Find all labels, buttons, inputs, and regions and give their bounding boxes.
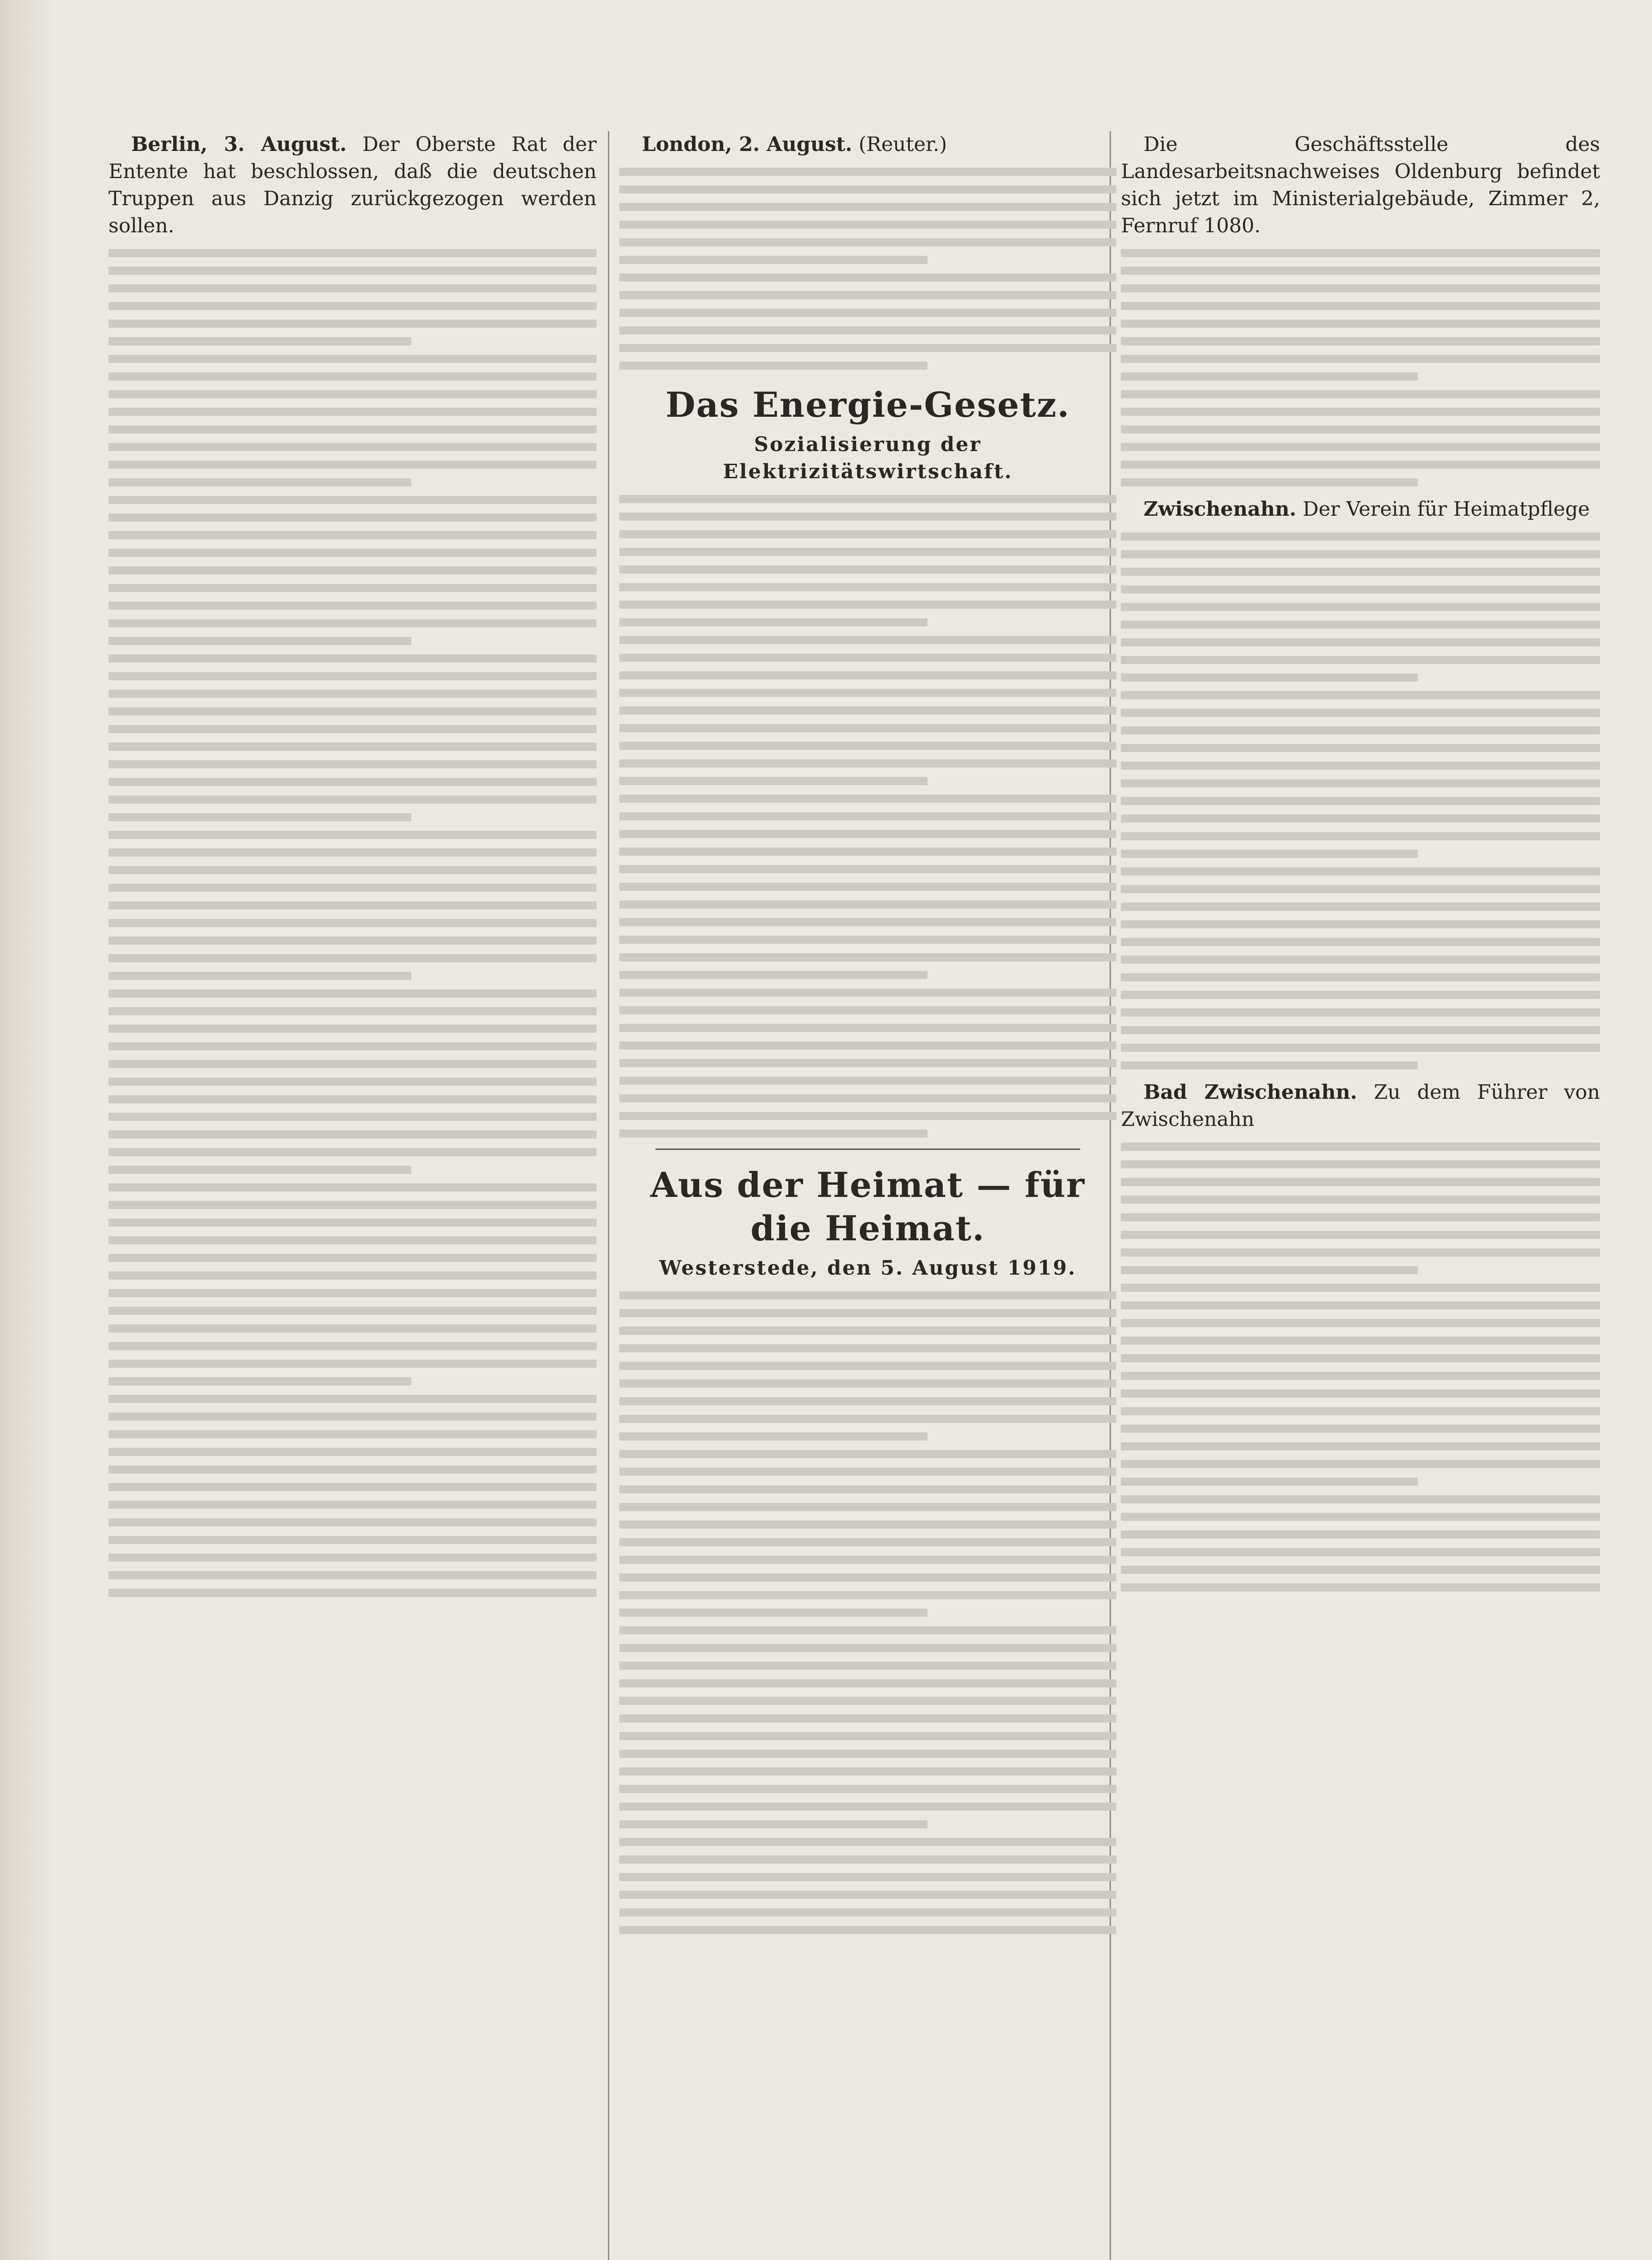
column-rule-left: [608, 131, 609, 2260]
unreadable-text-block: [1121, 1143, 1600, 1591]
article-paragraph: [1121, 1079, 1600, 1133]
article-text: Zu dem Führer von Zwischenahn: [1121, 1081, 1600, 1131]
article-dateline: Zwischenahn.: [1144, 498, 1297, 521]
column-middle: [619, 131, 1116, 2260]
local-news-heading: Aus der Heimat — für die Heimat.: [650, 1165, 1086, 1248]
article-text: Die Geschäftsstelle des Landesarbeitsnachweises Oldenburg befindet sich jetzt im Ministerialgebäude, Zimmer 2, Fernruf 1080.: [1121, 133, 1600, 237]
article-paragraph: [1121, 496, 1600, 523]
local-news-dateline: Westerstede, den 5. August 1919.: [659, 1257, 1077, 1280]
section-subheading: Sozialisierung der Elektrizitätswirtschaft.: [723, 433, 1013, 483]
column-right: [1121, 131, 1600, 2260]
article-paragraph: [108, 131, 597, 240]
article-text: Der Oberste Rat der Entente hat beschlossen, daß die deutschen Truppen aus Danzig zurückgezogen werden sollen.: [108, 133, 597, 237]
unreadable-text-block: [619, 495, 1116, 1138]
article-dateline: Berlin, 3. August.: [131, 133, 347, 156]
unreadable-text-block: [619, 1291, 1116, 1934]
article-dateline: Bad Zwischenahn.: [1144, 1081, 1357, 1104]
article-dateline: London, 2. August.: [642, 133, 852, 156]
article-text: (Reuter.): [858, 133, 947, 156]
column-left: [108, 131, 597, 2260]
unreadable-text-block: [619, 168, 1116, 370]
article-paragraph: [619, 131, 1116, 158]
article-paragraph: [1121, 131, 1600, 240]
section-divider: [655, 1149, 1080, 1150]
section-heading: Das Energie-Gesetz.: [665, 385, 1070, 425]
binding-edge: [0, 0, 54, 2260]
unreadable-text-block: [1121, 532, 1600, 1069]
unreadable-text-block: [1121, 249, 1600, 486]
unreadable-text-block: [108, 249, 597, 1597]
article-text: Der Verein für Heimatpflege: [1303, 498, 1590, 521]
